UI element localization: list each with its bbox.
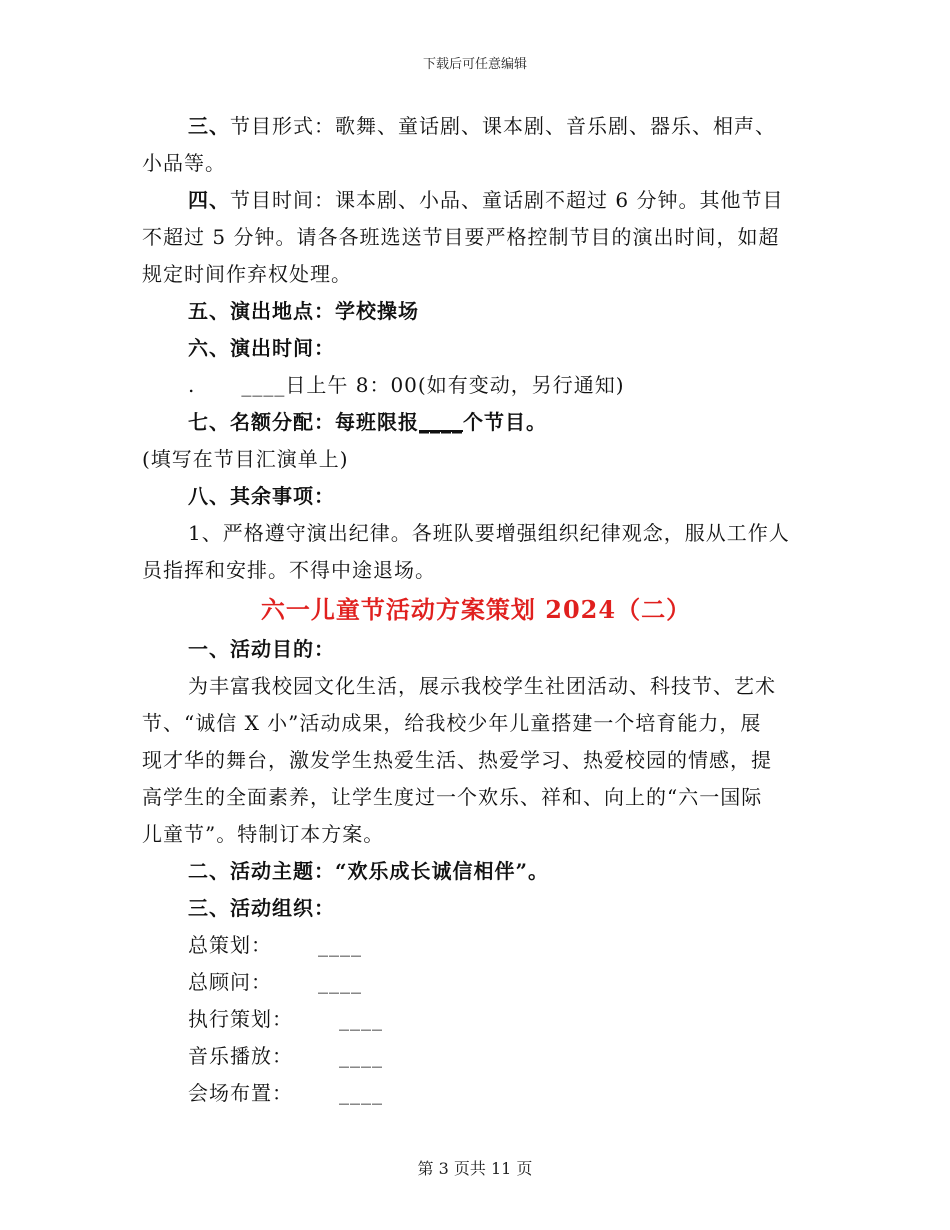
section-3-text: 节目形式：歌舞、童话剧、课本剧、音乐剧、器乐、相声、: [230, 114, 776, 138]
section-4-program-time: [142, 182, 810, 293]
role-music: [142, 1038, 810, 1075]
quota-blank: ____: [419, 410, 463, 434]
section-3-text-cont: 小品等。: [142, 151, 226, 175]
section-8-item-1-line-2: 员指挥和安排。不得中途退场。: [142, 558, 436, 582]
section-8-item-1: [142, 515, 810, 589]
section-7-text-end: 个节目。: [463, 410, 547, 434]
section-6-detail: [142, 367, 810, 404]
paragraph-line: 高学生的全面素养，让学生度过一个欢乐、祥和、向上的“六一国际: [142, 785, 763, 809]
section-3-program-form: [142, 108, 810, 182]
section-8-heading: 八、其余事项：: [188, 484, 335, 508]
section-4-text-cont-2: 规定时间作弃权处理。: [142, 262, 352, 286]
paragraph-line: 现才华的舞台，激发学生热爱生活、热爱学习、热爱校园的情感，提: [142, 748, 772, 772]
section-3-number: 三、: [188, 114, 230, 138]
part2-section-3-heading: 三、活动组织：: [188, 896, 335, 920]
part2-section-2-theme: 二、活动主题：“欢乐成长诚信相伴”。: [188, 859, 550, 883]
page-footer: 第 3 页共 11 页: [417, 1159, 533, 1178]
part2-section-1-paragraph: [142, 668, 810, 853]
role-label: 执行策划：: [188, 1007, 293, 1031]
section-4-text: 节目时间：课本剧、小品、童话剧不超过 6 分钟。其他节目: [230, 188, 784, 212]
role-blank: ____: [339, 1081, 383, 1105]
role-blank: ____: [339, 1044, 383, 1068]
role-executive-planner: [142, 1001, 810, 1038]
role-blank: ____: [318, 970, 362, 994]
role-blank: ____: [339, 1007, 383, 1031]
section-6-time-text: 日上午 8：00(如有变动，另行通知): [285, 373, 625, 397]
section-8-item-1-line-1: 1、严格遵守演出纪律。各班队要增强组织纪律观念，服从工作人: [188, 521, 790, 545]
section-4-number: 四、: [188, 188, 230, 212]
document-body: [142, 108, 810, 1112]
document-title: 六一儿童节活动方案策划 2024（二）: [260, 595, 692, 624]
role-label: 音乐播放：: [188, 1044, 293, 1068]
page-header: 下载后可任意编辑: [422, 57, 527, 72]
section-7-quota: [142, 404, 810, 441]
section-7-note: (填写在节目汇演单上): [142, 447, 349, 471]
section-5-venue: 五、演出地点：学校操场: [188, 299, 419, 323]
date-blank: ____: [241, 373, 286, 397]
role-blank: ____: [318, 933, 362, 957]
section-6-heading: 六、演出时间：: [188, 336, 335, 360]
role-chief-planner: [142, 927, 810, 964]
role-label: 总策划：: [188, 933, 272, 957]
part2-section-1-heading: 一、活动目的：: [188, 637, 335, 661]
paragraph-line: 节、“诚信 X 小”活动成果，给我校少年儿童搭建一个培育能力，展: [142, 711, 762, 735]
role-label: 会场布置：: [188, 1081, 293, 1105]
section-7-text: 七、名额分配：每班限报: [188, 410, 419, 434]
paragraph-line: 为丰富我校园文化生活，展示我校学生社团活动、科技节、艺术: [188, 674, 776, 698]
section-6-dot: .: [188, 373, 196, 397]
section-4-text-cont-1: 不超过 5 分钟。请各各班选送节目要严格控制节目的演出时间，如超: [142, 225, 780, 249]
role-label: 总顾问：: [188, 970, 272, 994]
role-venue-setup: [142, 1075, 810, 1112]
paragraph-line: 儿童节”。特制订本方案。: [142, 822, 385, 846]
role-chief-advisor: [142, 964, 810, 1001]
